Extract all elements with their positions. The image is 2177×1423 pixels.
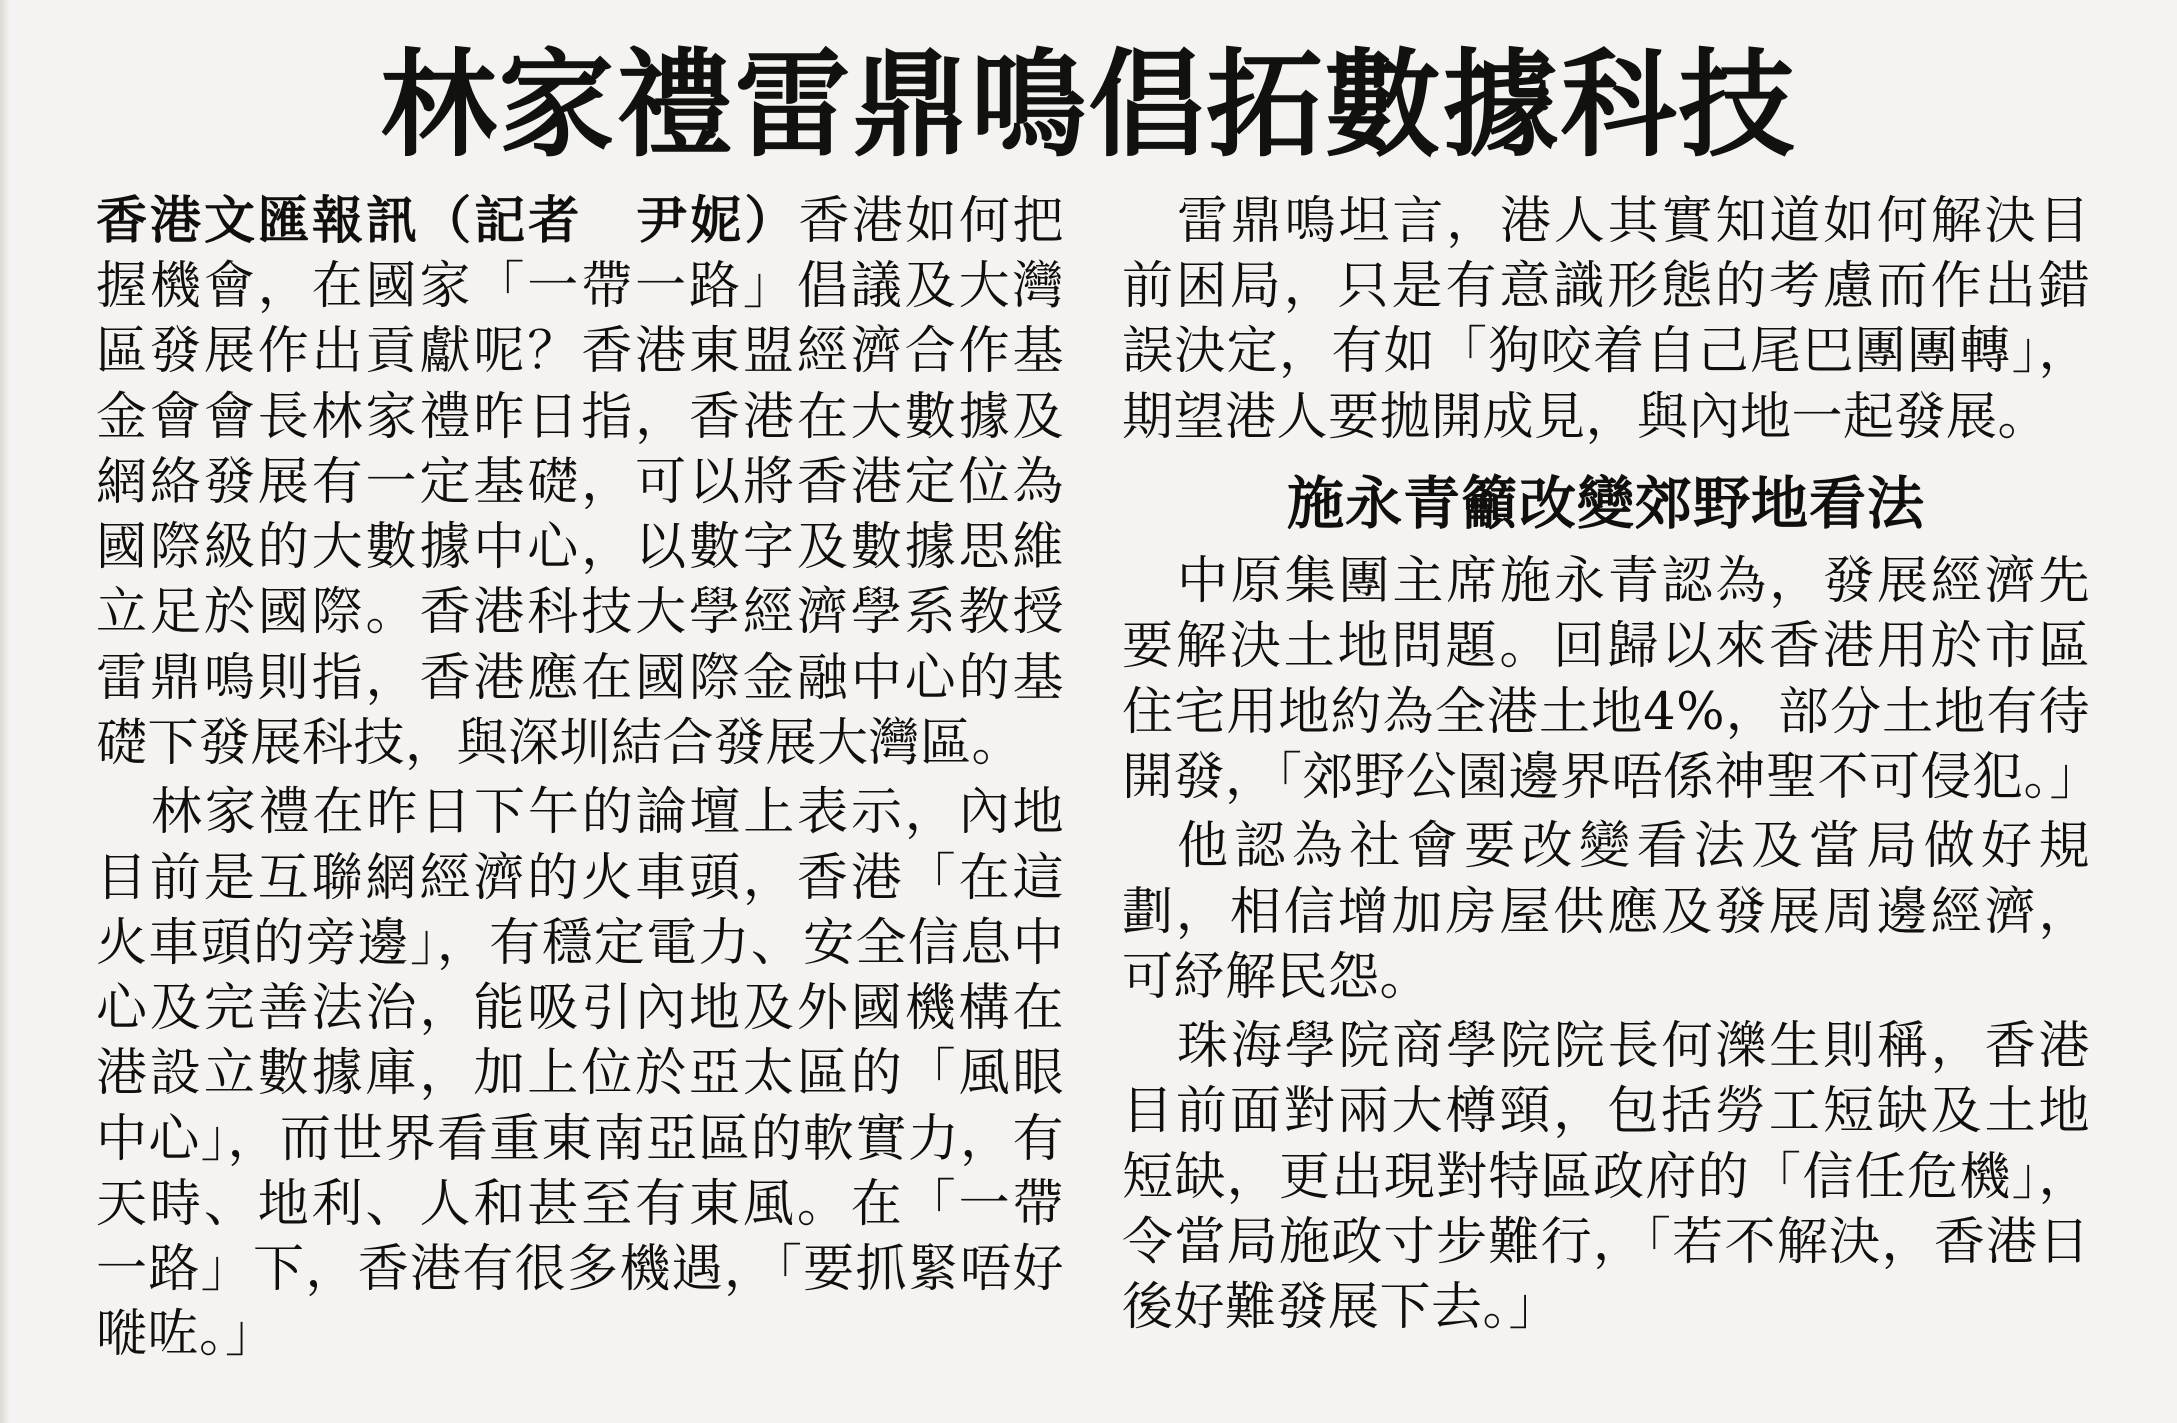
article-headline: 林家禮雷鼎鳴倡拓數據科技 (380, 38, 1797, 173)
section-subheading: 施永青籲改變郊野地看法 (1287, 469, 1925, 537)
byline-label: 香港文匯報訊（記者 尹妮） (96, 191, 799, 251)
paragraph: 他認為社會要改變看法及當局做好規劃，相信增加房屋供應及發展周邊經濟，可紓解民怨。 (1122, 817, 2090, 1007)
paragraph (96, 189, 1064, 776)
paragraph: 中原集團主席施永青認為，發展經濟先要解決土地問題。回歸以來香港用於市區住宅用地約為全港土地4%，部分土地有待開發，「郊野公園邊界唔係神聖不可侵犯。」 (1122, 552, 2102, 807)
article-columns (0, 189, 2177, 1372)
left-column (96, 189, 1064, 1372)
paragraph: 珠海學院商學院院長何濼生則稱，香港目前面對兩大樽頸，包括勞工短缺及土地短缺，更出現對特區政府的「信任危機」，令當局施政寸步難行，「若不解決，香港日後好難發展下去。」 (1122, 1017, 2090, 1338)
paragraph: 雷鼎鳴坦言，港人其實知道如何解決目前困局，只是有意識形態的考慮而作出錯誤決定，有如「狗咬着自己尾巴團團轉」，期望港人要拋開成見，與內地一起發展。 (1122, 191, 2090, 447)
paragraph-text: 香港如何把握機會，在國家「一帶一路」倡議及大灣區發展作出貢獻呢？香港東盟經濟合作基金會會長林家禮昨日指，香港在大數據及網絡發展有一定基礎，可以將香港定位為國際級的大數據中心，以數字及數據思維立足於國際。香港科技大學經濟學系教授雷鼎鳴則指，香港應在國際金融中心的基礎下發展科技，與深圳結合發展大灣區。 (96, 191, 1064, 773)
right-column (1122, 189, 2102, 1345)
paragraph: 林家禮在昨日下午的論壇上表示，內地目前是互聯網經濟的火車頭，香港「在這火車頭的旁邊」，有穩定電力、安全信息中心及完善法治，能吸引內地及外國機構在港設立數據庫，加上位於亞太區的「風眼中心」，而世界看重東南亞區的軟實力，有天時、地利、人和甚至有東風。在「一帶一路」下，香港有很多機遇，「要抓緊唔好嘥咗。」 (96, 783, 1064, 1365)
